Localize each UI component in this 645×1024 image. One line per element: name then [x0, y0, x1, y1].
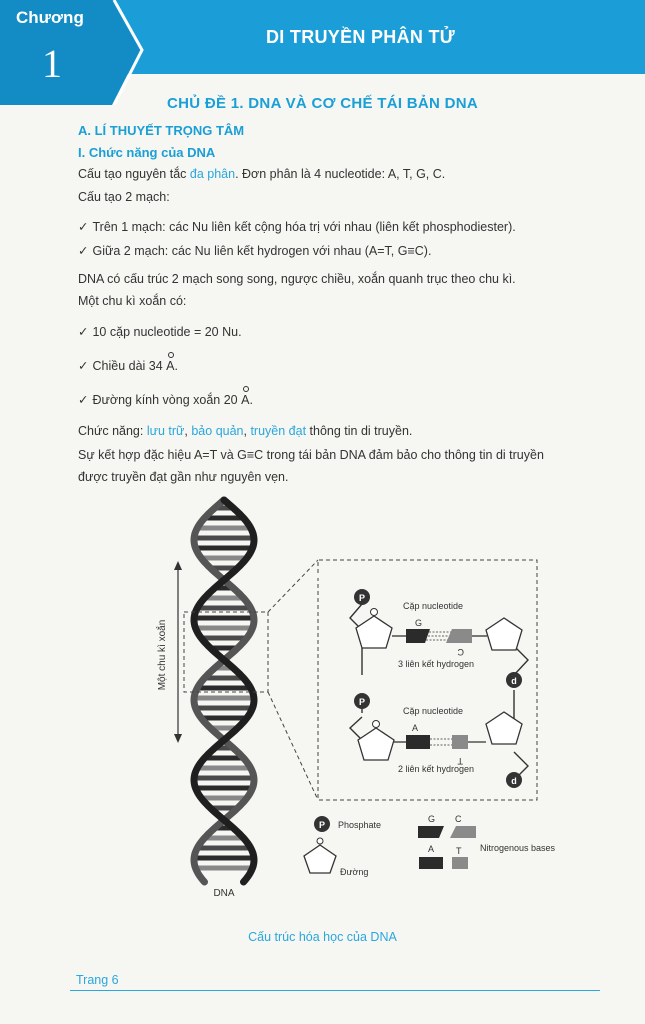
- legend-phosphate-label: Phosphate: [338, 820, 382, 830]
- bullet-text: Chiều dài 34: [92, 359, 167, 373]
- helix-base-pair: [203, 556, 245, 561]
- check-icon: ✓: [78, 393, 89, 407]
- highlight-term: bảo quản: [191, 424, 244, 438]
- pair1-left-label: G: [415, 618, 423, 628]
- text-span: ,: [184, 424, 192, 438]
- text-span: Cấu tạo nguyên tắc: [78, 167, 190, 181]
- zoom-line-bottom: [268, 692, 318, 800]
- pair1-title: Cặp nucleotide: [403, 601, 464, 611]
- phosphate-icon: [354, 589, 370, 605]
- bullet-diameter: [78, 392, 253, 407]
- helix-base-pair: [199, 846, 248, 851]
- helix-base-pair: [207, 516, 242, 521]
- base-c-shape: [446, 629, 472, 643]
- text-line-double-helix: DNA có cấu trúc 2 mạch song song, ngược chiều, xoắn quanh trục theo chu kì.: [78, 272, 516, 286]
- text-line-structure: [78, 167, 445, 181]
- bullet-text: Giữa 2 mạch: các Nu liên kết hydrogen với nhau (A=T, G≡C).: [92, 244, 432, 258]
- check-icon: ✓: [78, 220, 89, 234]
- legend-c-label: C: [455, 814, 462, 824]
- sugar-ring-3: [486, 618, 522, 650]
- figure-caption: Cấu trúc hóa học của DNA: [248, 930, 397, 944]
- pair1-right-label: C: [457, 647, 464, 657]
- helix-base-pair: [207, 836, 242, 841]
- phosphate-icon: [354, 693, 370, 709]
- helix-base-pair: [197, 786, 250, 791]
- helix-base-pair: [196, 536, 252, 541]
- legend-sugar-label: Đường: [340, 867, 369, 877]
- helix-base-pair: [207, 676, 242, 681]
- sugar-ring-2: [358, 721, 394, 761]
- text-line-transmission: được truyền đạt gần như nguyên vẹn.: [78, 470, 289, 484]
- legend-bases-label: Nitrogenous bases: [480, 843, 556, 853]
- pair1-bond-label: 3 liên kết hydrogen: [398, 659, 475, 669]
- bullet-text: Trên 1 mạch: các Nu liên kết cộng hóa trị với nhau (liên kết phosphodiester).: [92, 220, 516, 234]
- zoom-line-top: [268, 560, 318, 612]
- text-line-two-strands: Cấu tạo 2 mạch:: [78, 190, 170, 204]
- legend-a-label: A: [428, 844, 435, 854]
- phosphate-glyph: P: [358, 593, 366, 603]
- helix-base-pair: [199, 606, 248, 611]
- helix-base-pair: [196, 856, 252, 861]
- legend-phosphate: [314, 816, 381, 832]
- footer-rule: [70, 990, 600, 991]
- topic-title: CHỦ ĐỀ 1. DNA VÀ CƠ CHẾ TÁI BẢN DNA: [166, 95, 479, 112]
- text-line-specific-pairing: Sự kết hợp đặc hiệu A=T và G≡C trong tái bản DNA đảm bảo cho thông tin di truyền: [78, 448, 544, 462]
- helix-turn-arrow: [174, 561, 182, 743]
- d-marker-icon: [506, 672, 522, 688]
- legend-t-label: T: [456, 846, 462, 856]
- dna-double-helix: [194, 500, 254, 882]
- chapter-label: Chương: [16, 8, 84, 27]
- pair2-left-label: A: [412, 723, 419, 733]
- d-glyph: d: [511, 776, 517, 786]
- helix-base-pair: [199, 526, 248, 531]
- bullet-phosphodiester: [78, 219, 516, 234]
- section-a-heading: A. LÍ THUYẾT TRỌNG TÂM: [78, 123, 245, 138]
- text-span: thông tin di truyền.: [306, 424, 413, 438]
- helix-base-pair: [196, 696, 252, 701]
- dna-structure-figure: [0, 490, 645, 930]
- d-marker-icon: [506, 772, 522, 788]
- bullet-pairs: [78, 324, 242, 339]
- bullet-hydrogen: [78, 243, 431, 258]
- helix-base-pair: [197, 546, 250, 551]
- text-span: .: [174, 359, 178, 373]
- legend-g-label: G: [428, 814, 436, 824]
- dna-label: DNA: [213, 888, 235, 899]
- sugar-ring-1: [356, 609, 392, 649]
- helix-base-pair: [199, 686, 248, 691]
- helix-base-pair: [197, 626, 250, 631]
- pair2-title: Cặp nucleotide: [403, 706, 464, 716]
- text-span: ,: [243, 424, 251, 438]
- helix-base-pair: [197, 866, 250, 871]
- helix-base-pair: [207, 756, 242, 761]
- text-line-one-turn: Một chu kì xoắn có:: [78, 294, 187, 308]
- bullet-length: [78, 358, 178, 373]
- page-number: Trang 6: [76, 973, 119, 987]
- hydrogen-bonds-2: [430, 739, 452, 745]
- section-i-heading: I. Chức năng của DNA: [78, 145, 216, 160]
- base-t-shape: [452, 735, 468, 749]
- helix-turn-label: Một chu kì xoắn: [157, 619, 168, 691]
- helix-base-pair: [203, 716, 245, 721]
- pair2-right-label: T: [457, 756, 463, 766]
- d-glyph: d: [511, 676, 517, 686]
- text-span: Chức năng:: [78, 424, 147, 438]
- chapter-number: 1: [42, 41, 62, 86]
- base-a-shape: [406, 735, 430, 749]
- highlight-term: lưu trữ: [146, 424, 185, 438]
- check-icon: ✓: [78, 325, 89, 339]
- highlight-term: đa phân: [189, 167, 236, 181]
- pair2-bond-label: 2 liên kết hydrogen: [398, 764, 475, 774]
- angstrom-unit: A: [241, 393, 250, 407]
- text-line-function: [78, 424, 412, 438]
- helix-base-pair: [196, 616, 252, 621]
- chapter-title: DI TRUYỀN PHÂN TỬ: [266, 27, 456, 47]
- helix-base-pair: [203, 636, 245, 641]
- sugar-ring-4: [486, 712, 522, 744]
- helix-base-pair: [196, 776, 252, 781]
- highlight-term: truyền đạt: [250, 424, 307, 438]
- bullet-text: Đường kính vòng xoắn 20: [92, 393, 242, 407]
- phosphate-glyph: P: [358, 697, 366, 707]
- text-span: . Đơn phân là 4 nucleotide: A, T, G, C.: [235, 167, 446, 181]
- helix-base-pair: [199, 766, 248, 771]
- legend-sugar: [304, 838, 368, 877]
- text-span: .: [249, 393, 253, 407]
- helix-base-pair: [197, 706, 250, 711]
- helix-base-pair: [203, 796, 245, 801]
- legend-bases: [418, 814, 556, 869]
- chapter-header-band: [0, 0, 645, 105]
- check-icon: ✓: [78, 359, 89, 373]
- check-icon: ✓: [78, 244, 89, 258]
- bullet-text: 10 cặp nucleotide = 20 Nu.: [92, 325, 242, 339]
- base-g-shape: [406, 629, 430, 643]
- angstrom-unit: A: [166, 359, 175, 373]
- phosphate-glyph: P: [318, 820, 326, 830]
- helix-base-pair: [207, 596, 242, 601]
